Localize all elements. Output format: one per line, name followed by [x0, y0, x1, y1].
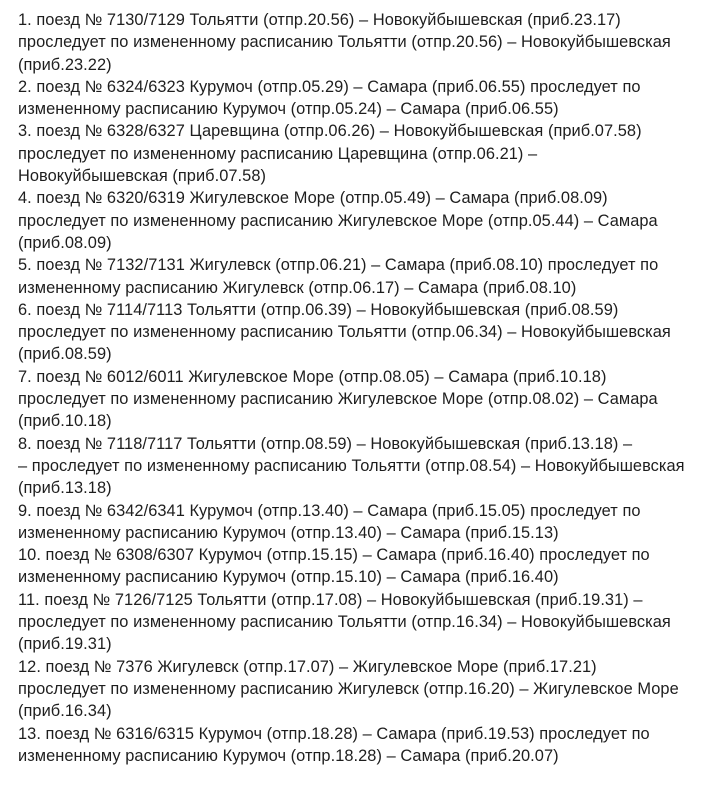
- text-line: 10. поезд № 6308/6307 Курумоч (отпр.15.15) – Самара (приб.16.40) проследует по: [18, 546, 650, 565]
- text-line: измененному расписанию Жигулевск (отпр.06.17) – Самара (приб.08.10): [18, 278, 577, 297]
- text-line: (приб.23.22): [18, 55, 112, 74]
- train-entry-3: [18, 120, 704, 187]
- text-line: проследует по измененному расписанию Жигулевск (отпр.16.20) – Жигулевское Море: [18, 679, 679, 698]
- text-line: 5. поезд № 7132/7131 Жигулевск (отпр.06.21) – Самара (приб.08.10) проследует по: [18, 256, 659, 275]
- text-line: 12. поезд № 7376 Жигулевск (отпр.17.07) – Жигулевское Море (приб.17.21): [18, 657, 597, 676]
- text-line: (приб.16.34): [18, 702, 112, 721]
- text-line: проследует по измененному расписанию Тольятти (отпр.06.34) – Новокуйбышевская: [18, 323, 671, 342]
- text-line: (приб.19.31): [18, 635, 112, 654]
- text-line: измененному расписанию Курумоч (отпр.13.40) – Самара (приб.15.13): [18, 523, 559, 542]
- text-line: 6. поезд № 7114/7113 Тольятти (отпр.06.39) – Новокуйбышевская (приб.08.59): [18, 300, 619, 319]
- train-entry-4: [18, 187, 704, 254]
- train-entry-2: [18, 76, 704, 121]
- text-line: 9. поезд № 6342/6341 Курумоч (отпр.13.40) – Самара (приб.15.05) проследует по: [18, 501, 641, 520]
- train-entry-8: [18, 433, 704, 500]
- text-line: 13. поезд № 6316/6315 Курумоч (отпр.18.28) – Самара (приб.19.53) проследует по: [18, 724, 650, 743]
- text-line: (приб.08.09): [18, 233, 112, 252]
- text-line: 8. поезд № 7118/7117 Тольятти (отпр.08.59) – Новокуйбышевская (приб.13.18) –: [18, 434, 633, 453]
- text-line: проследует по измененному расписанию Тольятти (отпр.20.56) – Новокуйбышевская: [18, 33, 671, 52]
- text-line: (приб.08.59): [18, 345, 112, 364]
- text-line: 3. поезд № 6328/6327 Царевщина (отпр.06.26) – Новокуйбышевская (приб.07.58): [18, 122, 642, 141]
- text-line: проследует по измененному расписанию Жигулевское Море (отпр.08.02) – Самара: [18, 390, 658, 409]
- train-entry-5: [18, 254, 704, 299]
- text-line: 4. поезд № 6320/6319 Жигулевское Море (отпр.05.49) – Самара (приб.08.09): [18, 189, 608, 208]
- train-entry-13: [18, 723, 704, 768]
- text-line: – проследует по измененному расписанию Тольятти (отпр.08.54) – Новокуйбышевская: [18, 456, 685, 475]
- text-line: измененному расписанию Курумоч (отпр.15.10) – Самара (приб.16.40): [18, 568, 559, 587]
- train-entry-10: [18, 544, 704, 589]
- text-line: проследует по измененному расписанию Царевщина (отпр.06.21) –: [18, 144, 538, 163]
- train-entry-11: [18, 589, 704, 656]
- train-entry-1: [18, 9, 704, 76]
- text-line: Новокуйбышевская (приб.07.58): [18, 167, 266, 186]
- train-entry-12: [18, 656, 704, 723]
- text-line: проследует по измененному расписанию Тольятти (отпр.16.34) – Новокуйбышевская: [18, 613, 671, 632]
- text-line: измененному расписанию Курумоч (отпр.05.24) – Самара (приб.06.55): [18, 100, 559, 119]
- text-line: проследует по измененному расписанию Жигулевское Море (отпр.05.44) – Самара: [18, 211, 658, 230]
- text-line: 2. поезд № 6324/6323 Курумоч (отпр.05.29) – Самара (приб.06.55) проследует по: [18, 77, 641, 96]
- train-entry-6: [18, 299, 704, 366]
- text-line: измененному расписанию Курумоч (отпр.18.28) – Самара (приб.20.07): [18, 746, 559, 765]
- text-line: 11. поезд № 7126/7125 Тольятти (отпр.17.08) – Новокуйбышевская (приб.19.31) –: [18, 590, 643, 609]
- text-line: (приб.10.18): [18, 412, 112, 431]
- train-entry-7: [18, 366, 704, 433]
- text-line: (приб.13.18): [18, 479, 112, 498]
- text-line: 1. поезд № 7130/7129 Тольятти (отпр.20.56) – Новокуйбышевская (приб.23.17): [18, 11, 621, 29]
- train-entry-9: [18, 500, 704, 545]
- text-line: 7. поезд № 6012/6011 Жигулевское Море (отпр.08.05) – Самара (приб.10.18): [18, 367, 607, 386]
